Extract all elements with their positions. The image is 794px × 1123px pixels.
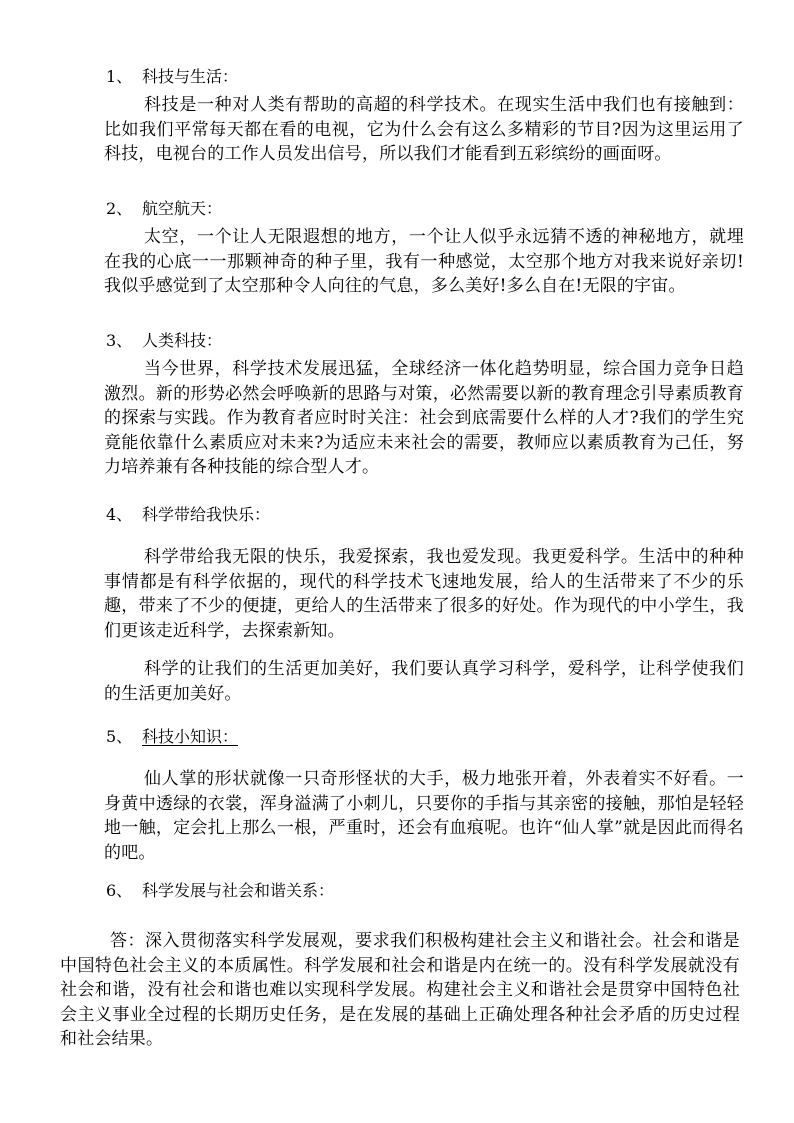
section-5-paragraph: 仙人掌的形状就像一只奇形怪状的大手，极力地张开着，外表着实不好看。一身黄中透绿的衣裳，浑身溢满了小刺儿，只要你的手指与其亲密的接触，那怕是轻轻地一触，定会扎上那么一根，严重时，还会有血痕呢。也许“仙人掌”就是因此而得名的吧。 [104, 769, 744, 863]
section-5-heading [106, 727, 238, 747]
section-1-heading [106, 67, 238, 87]
section-title: 科技小知识： [142, 727, 239, 746]
section-6-answer-paragraph: 答：深入贯彻落实科学发展观，要求我们积极构建社会主义和谐社会。社会和谐是中国特色社会主义的本质属性。科学发展和社会和谐是内在统一的。没有科学发展就没有社会和谐，没有社会和谐也难以实现科学发展。构建社会主义和谐社会是贯穿中国特色社会主义事业全过程的长期历史任务，是在发展的基础上正确处理各种社会矛盾的历史过程和社会结果。 [60, 931, 740, 1049]
section-title: 人类科技： [142, 331, 223, 350]
section-number: 5、 [106, 727, 133, 746]
section-4-heading [106, 505, 270, 525]
section-title: 科技与生活： [142, 67, 239, 86]
section-number: 1、 [106, 67, 133, 86]
section-title: 航空航天： [142, 199, 223, 218]
section-4-paragraph-1: 科学带给我无限的快乐，我爱探索，我也爱发现。我更爱科学。生活中的种种事情都是有科学依据的，现代的科学技术飞速地发展，给人的生活带来了不少的乐趣，带来了不少的便捷，更给人的生活带来了很多的好处。作为现代的中小学生，我们更该走近科学，去探索新知。 [104, 547, 744, 641]
section-2-paragraph: 太空，一个让人无限遐想的地方，一个让人似乎永远猜不透的神秘地方，就埋在我的心底一一那颗神奇的种子里，我有一种感觉，太空那个地方对我来说好亲切!我似乎感觉到了太空那种令人向往的气息，多么美好!多么自在!无限的宇宙。 [104, 227, 744, 296]
section-2-heading [106, 199, 222, 219]
section-number: 2、 [106, 199, 133, 218]
section-6-heading [106, 881, 334, 901]
section-number: 3、 [106, 331, 133, 350]
section-title: 科学发展与社会和谐关系： [142, 881, 335, 900]
section-number: 6、 [106, 881, 133, 900]
section-3-heading [106, 331, 222, 351]
section-title: 科学带给我快乐： [142, 505, 271, 524]
section-4-paragraph-2: 科学的让我们的生活更加美好，我们要认真学习科学，爱科学，让科学使我们的生活更加美好。 [104, 659, 744, 704]
section-3-paragraph: 当今世界，科学技术发展迅猛，全球经济一体化趋势明显，综合国力竞争日趋激烈。新的形势必然会呼唤新的思路与对策，必然需要以新的教育理念引导素质教育的探索与实践。作为教育者应时时关注：社会到底需要什么样的人才?我们的学生究竟能依靠什么素质应对未来?为适应未来社会的需要，教师应以素质教育为己任，努力培养兼有各种技能的综合型人才。 [104, 359, 744, 477]
section-number: 4、 [106, 505, 133, 524]
section-1-paragraph: 科技是一种对人类有帮助的高超的科学技术。在现实生活中我们也有接触到：比如我们平常每天都在看的电视，它为什么会有这么多精彩的节目?因为这里运用了科技，电视台的工作人员发出信号，所以我们才能看到五彩缤纷的画面呀。 [104, 95, 744, 164]
